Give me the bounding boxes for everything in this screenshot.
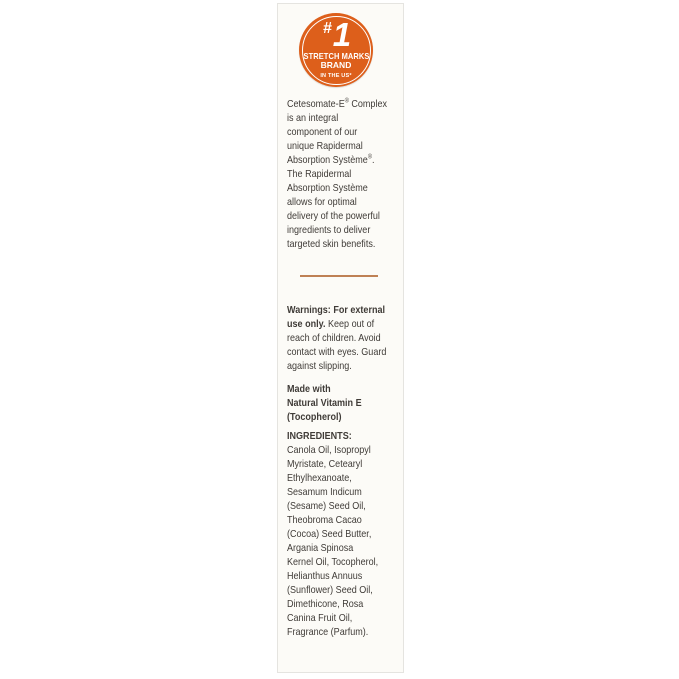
text-line: component of our (287, 126, 358, 138)
badge-brand-text: BRAND (320, 60, 352, 70)
text-line: (Sesame) Seed Oil, (287, 500, 366, 512)
text-line: reach of children. Avoid (287, 332, 381, 344)
text-line: INGREDIENTS: (287, 430, 352, 442)
ingredients-list (287, 443, 401, 639)
badge-hash-symbol: # (322, 20, 332, 37)
text-line: Ethylhexanoate, (287, 472, 352, 484)
text-line: (Sunflower) Seed Oil, (287, 584, 373, 596)
text-line: Canina Fruit Oil, (287, 612, 353, 624)
text-line: Kernel Oil, Tocopherol, (287, 556, 379, 568)
warnings-paragraph (287, 303, 401, 373)
badge-number (323, 18, 349, 51)
text-line: Absorption Système®. (287, 153, 375, 166)
ingredients-heading (287, 429, 401, 443)
text-line: The Rapidermal (287, 168, 352, 180)
text-line: ingredients to deliver (287, 224, 371, 236)
badge-stretch-marks-text: STRETCH MARKS (303, 51, 369, 61)
text-line: allows for optimal (287, 196, 357, 208)
box-side-panel (277, 3, 404, 673)
text-line: contact with eyes. Guard (287, 346, 387, 358)
text-line: targeted skin benefits. (287, 238, 376, 250)
text-line: (Cocoa) Seed Butter, (287, 528, 372, 540)
text-line: Natural Vitamin E (287, 397, 362, 409)
text-line: Helianthus Annuus (287, 570, 363, 582)
text-line: Cetesomate-E® Complex (287, 97, 388, 110)
text-line: use only. Keep out of (287, 318, 375, 330)
text-line: unique Rapidermal (287, 140, 363, 152)
badge-in-the-us-text: IN THE US* (320, 73, 352, 80)
text-line: Canola Oil, Isopropyl (287, 444, 371, 456)
text-line: Argania Spinosa (287, 542, 354, 554)
text-line: Fragrance (Parfum). (287, 626, 369, 638)
made-with-note (287, 382, 401, 424)
badge-one-numeral: 1 (332, 16, 350, 53)
text-line: Myristate, Cetearyl (287, 458, 363, 470)
text-line: delivery of the powerful (287, 210, 380, 222)
number-one-stretch-marks-badge (299, 13, 373, 87)
text-line: Sesamum Indicum (287, 486, 362, 498)
text-line: Dimethicone, Rosa (287, 598, 364, 610)
section-divider (300, 275, 378, 277)
text-line: Made with (287, 383, 331, 395)
text-line: Warnings: For external (287, 304, 386, 316)
text-line: Absorption Système (287, 182, 368, 194)
text-line: against slipping. (287, 360, 352, 372)
intro-paragraph (287, 97, 401, 251)
text-line: Theobroma Cacao (287, 514, 362, 526)
text-line: (Tocopherol) (287, 411, 342, 423)
text-line: is an integral (287, 112, 339, 124)
